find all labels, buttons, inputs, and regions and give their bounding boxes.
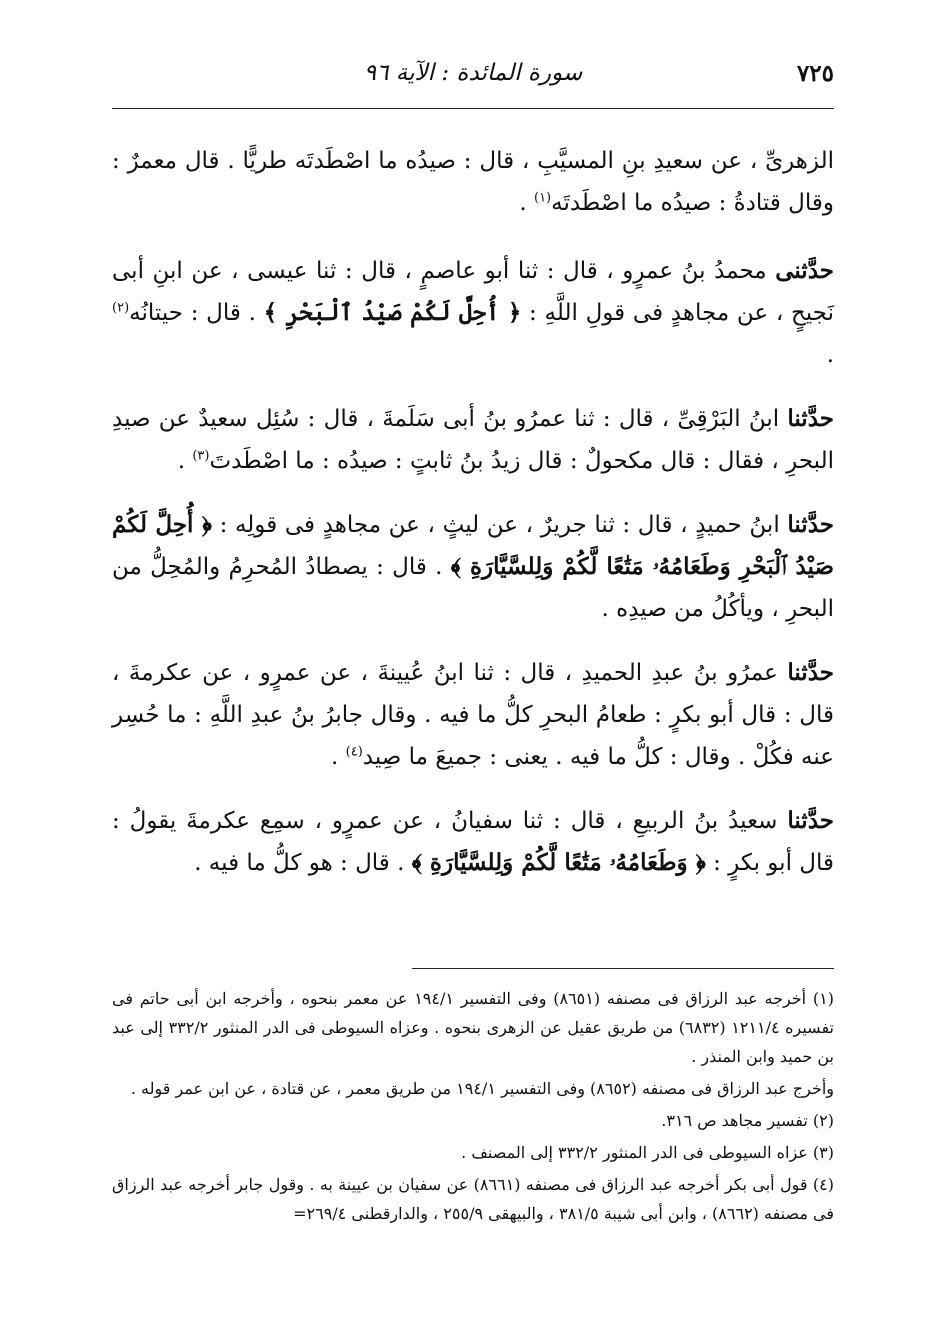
footnote-marker[interactable]: (٣) <box>192 448 210 464</box>
quran-quote: ﴿ أُحِلَّ لَكُمْ صَيْدُ ٱلْبَحْرِ وَطَعَامُهُۥ مَتَٰعًا لَّكُمْ وَلِلسَّيَّارَةِ ﴾ <box>112 511 834 580</box>
isnad-lead: حدَّثنا <box>787 511 834 538</box>
header-rule <box>112 108 834 109</box>
paragraph <box>112 652 834 778</box>
footnotes <box>112 984 834 1231</box>
paragraph-text: . قال : هو كلُّ ما فيه . <box>194 850 412 876</box>
isnad-lead: حدَّثنى <box>775 257 834 284</box>
footnote-3: (٣) عزاه السيوطى فى الدر المنثور ٣٣٢/٢ إلى المصنف . <box>461 1143 834 1162</box>
isnad-lead: حدَّثنا <box>787 405 834 432</box>
paragraph-text: عمرُو بنُ عبدِ الحميدِ ، قال : ثنا ابنُ عُيينةَ ، عن عمرٍو ، عن عكرمةَ ، قال : قال أبو بكرٍ : طعامُ البحرِ كلُّ ما فيه . وقال جابرُ بنُ عبدِ اللَّهِ : ما حُسِر عنه فكُلْ . وقال : كلُّ ما فيه . يعنى : جميعَ ما صِيد <box>112 660 834 770</box>
quran-quote: ﴿ وَطَعَامُهُۥ مَتَٰعًا لَّكُمْ وَلِلسَّيَّارَةِ ﴾ <box>411 849 706 876</box>
footnote-marker[interactable]: (١) <box>533 190 552 206</box>
paragraph-end: . <box>331 744 346 770</box>
paragraph-text: . قال : حيتانُه <box>129 300 264 326</box>
footnote-4: (٤) قول أبى بكر أخرجه عبد الرزاق فى مصنفه (٨٦٦١) عن سفيان بن عيينة به . وقول جابر أخرجه عبد الرزاق فى مصنفه (٨٦٦٢) ، وابن أبى شيبة ٣٨١/٥ ، والبيهقى ٢٥٥/٩ ، والدارقطنى ٢٦٩/٤= <box>112 1175 835 1223</box>
surah-title: سورة المائدة : الآية ٩٦ <box>363 60 583 86</box>
paragraph-text: الزهرىِّ ، عن سعيدِ بنِ المسيَّبِ ، قال : صيدُه ما اصْطَدتَه طريًّا . قال معمرٌ : وقال قتادةُ : صيدُه ما اصْطَدتَه <box>112 148 834 216</box>
paragraph-text: ابنُ حميدٍ ، قال : ثنا جريرٌ ، عن ليثٍ ، عن مجاهدٍ فى قولِه : <box>211 512 788 538</box>
footnote-1-continued: وأخرج عبد الرزاق فى مصنفه (٨٦٥٢) وفى التفسير ١٩٤/١ من طريق معمر ، عن قتادة ، عن ابن عمر قوله . <box>130 1079 834 1098</box>
paragraph-text: سعيدُ بنُ الربيعِ ، قال : ثنا سفيانُ ، عن عمرٍو ، سمِع عكرمةَ يقولُ : قال أبو بكرٍ : <box>112 808 834 876</box>
paragraph-text: . قال : يصطادُ المُحرِمُ والمُحِلُّ من البحرِ ، ويأكُلُ من صيدِه . <box>112 554 834 622</box>
paragraph <box>112 250 834 376</box>
paragraph <box>112 398 834 482</box>
paragraph <box>112 504 834 630</box>
running-header <box>112 58 834 98</box>
footnote-marker[interactable]: (٢) <box>112 300 130 316</box>
paragraph-end: . <box>826 342 834 368</box>
footnote-marker[interactable]: (٤) <box>345 744 363 760</box>
quran-quote: ﴿ أُحِلَّ لَكُمْ صَيْدُ ٱلْبَحْرِ ﴾ <box>263 299 522 326</box>
main-text <box>112 140 834 906</box>
footnote-rule <box>412 968 834 969</box>
paragraph-end: . <box>519 190 534 216</box>
paragraph-text: ابنُ البَرْقِىِّ ، قال : ثنا عمرُو بنُ أبى سَلَمةَ ، قال : سُئِل سعيدٌ عن صيدِ البحرِ ، فقال : قال مكحولٌ : قال زيدُ بنُ ثابتٍ : صيدُه : ما اصْطَدتَ <box>112 406 834 474</box>
paragraph-text: محمدُ بنُ عمرٍو ، قال : ثنا أبو عاصمٍ ، قال : ثنا عيسى ، عن ابنِ أبى نَجيحٍ ، عن مجاهدٍ فى قولِ اللَّهِ : <box>112 258 835 326</box>
page-number: ٧٢٥ <box>796 60 834 87</box>
paragraph <box>112 800 834 884</box>
isnad-lead: حدَّثنا <box>787 807 834 834</box>
paragraph-end: . <box>177 448 193 474</box>
paragraph <box>112 140 834 224</box>
isnad-lead: حدَّثنا <box>787 659 834 686</box>
footnote-2: (٢) تفسير مجاهد ص ٣١٦. <box>661 1111 834 1130</box>
footnote-1: (١) أخرجه عبد الرزاق فى مصنفه (٨٦٥١) وفى التفسير ١٩٤/١ عن معمر بنحوه ، وأخرجه ابن أبى حاتم فى تفسيره ١٢١١/٤ (٦٨٣٢) من طريق عقيل عن الزهرى بنحوه . وعزاه السيوطى فى الدر المنثور ٣٣٢/٢ إلى عبد بن حميد وابن المنذر . <box>112 989 835 1066</box>
